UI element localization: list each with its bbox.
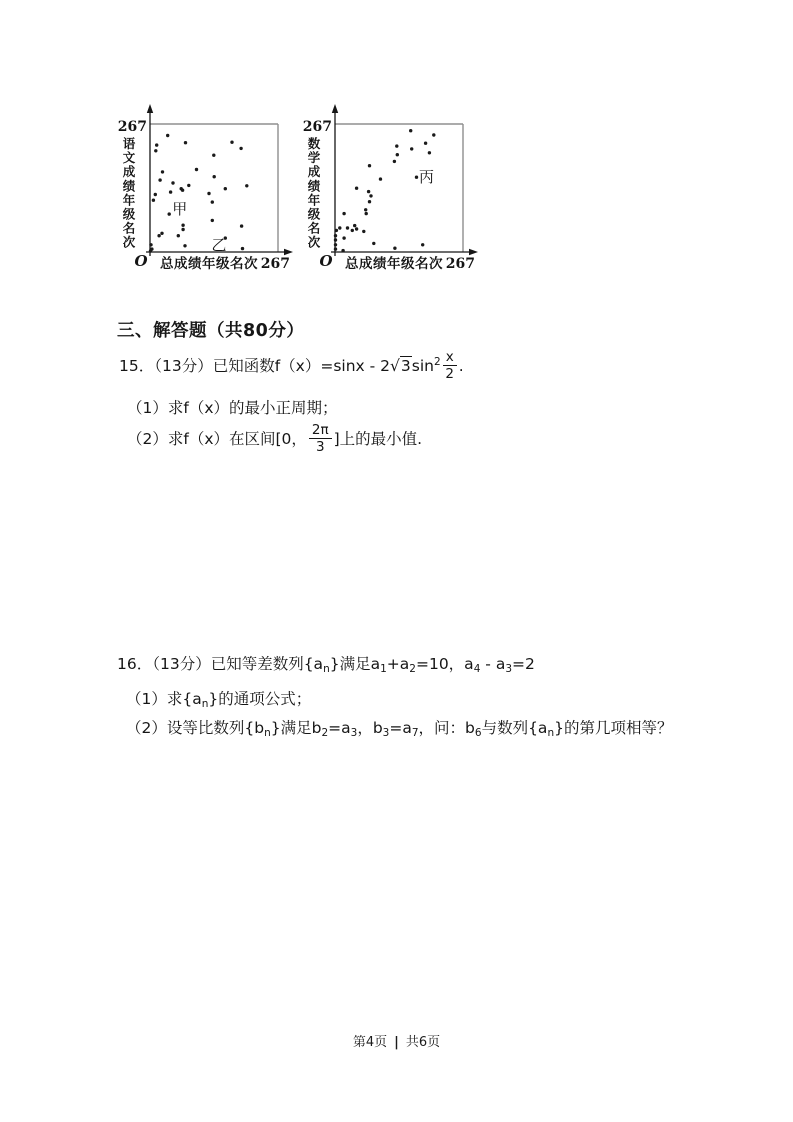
region-annotation: 甲 — [172, 199, 188, 218]
footer-separator: | — [394, 1035, 399, 1050]
y-axis-title-char: 成 — [122, 164, 136, 180]
y-axis-title-char: 年 — [122, 192, 136, 208]
page-footer — [0, 1031, 793, 1050]
radical: √3 — [390, 357, 411, 376]
y-axis-title-char: 名 — [307, 220, 321, 236]
y-axis-title-char: 学 — [307, 150, 321, 166]
question-15-part2: （2）求f（x）在区间[0， $\frac{2\pi}{3}$ ]上的最小值. — [127, 422, 423, 456]
y-axis-title-char: 年 — [307, 192, 321, 208]
region-annotation: 丙 — [419, 168, 435, 187]
y-axis-title-char: 名 — [122, 220, 136, 236]
y-axis-max-label: 267 — [117, 119, 147, 135]
y-axis-title-char: 文 — [122, 150, 136, 166]
scatter-plot-svg — [114, 102, 306, 278]
scatter-plot-svg — [299, 102, 491, 278]
question-16-part1: （1）求$\{a_n\}$的通项公式； — [126, 690, 312, 710]
y-axis-title-char: 次 — [122, 234, 136, 250]
question-15-stem: 15．（13分）已知函数$f(x)=\sin x - 2√3\sin^2$ $\frac{x}{2}$ . — [119, 349, 464, 383]
y-axis-max-label: 267 — [302, 119, 332, 135]
scatter-chart-chinese-rank — [114, 102, 306, 278]
footer-page-number: 第4页 — [352, 1035, 388, 1050]
origin-label: O — [134, 252, 148, 270]
scatter-points — [149, 134, 249, 253]
y-axis-title-char: 绩 — [307, 178, 321, 194]
origin-label: O — [319, 252, 333, 270]
y-axis-title-char: 次 — [307, 234, 321, 250]
y-axis-title-char: 级 — [307, 206, 321, 222]
x-axis-max-label: 267 — [260, 256, 290, 272]
scatter-points — [334, 129, 436, 252]
y-axis-title-char: 绩 — [122, 178, 136, 194]
scatter-chart-math-rank — [299, 102, 491, 278]
x-axis-title: 总成绩年级名次 — [160, 256, 258, 272]
question-16-stem: 16．（13分）已知等差数列$\{a_n\}$满足$a_1+a_2=10$，$a_4 - a_3=2$ — [117, 655, 535, 675]
x-axis-max-label: 267 — [445, 256, 475, 272]
y-axis-title-char: 数 — [307, 136, 321, 151]
fraction: $\frac{2\pi}{3}$ — [309, 423, 332, 454]
footer-total-pages: 共6页 — [405, 1035, 441, 1050]
y-axis-title-char: 级 — [122, 206, 136, 222]
fraction: $\frac{x}{2}$ — [443, 350, 457, 381]
question-16-part2: （2）设等比数列$\{b_n\}$满足$b_2=a_3$，$b_3=a_7$，问：$b_6$与数列$\{a_n\}$的第几项相等？ — [126, 719, 673, 739]
question-15-part1: （1）求f（x）的最小正周期； — [127, 399, 338, 417]
x-axis-title: 总成绩年级名次 — [345, 256, 443, 272]
region-annotation: 乙 — [211, 235, 227, 254]
y-axis-title-char: 成 — [307, 164, 321, 180]
section-heading: 三、解答题（共80分） — [117, 321, 305, 341]
y-axis-title-char: 语 — [122, 136, 136, 151]
